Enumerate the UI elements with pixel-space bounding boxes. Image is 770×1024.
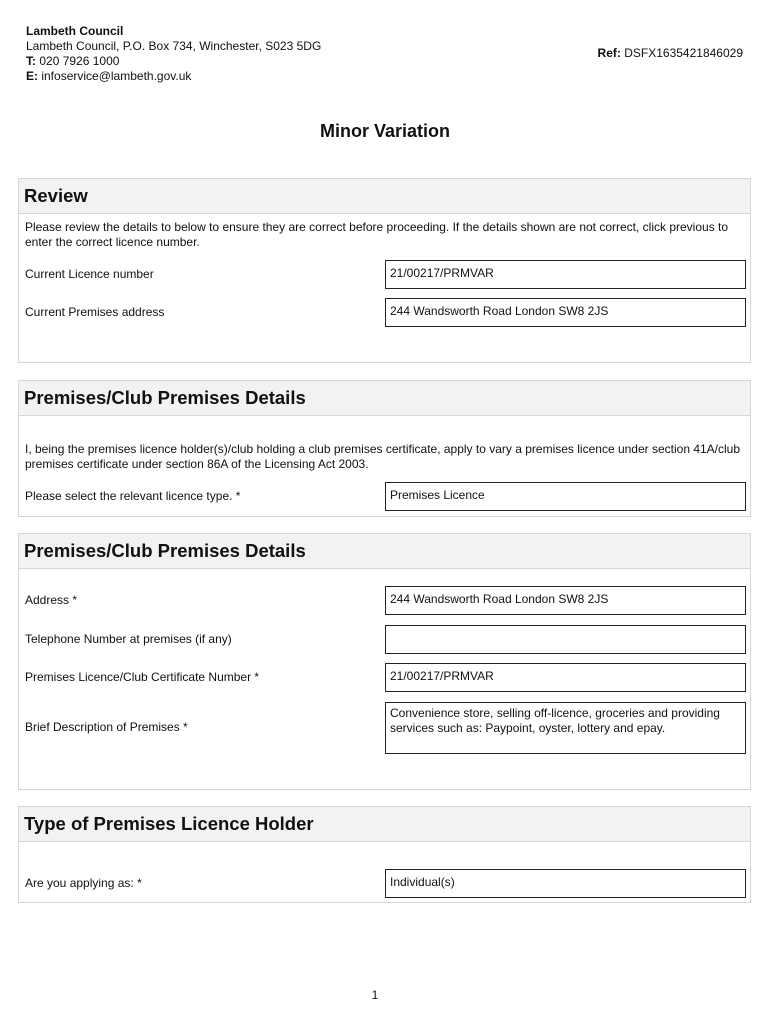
premises-details-section	[18, 533, 751, 790]
description-field[interactable]: Convenience store, selling off-licence, groceries and providing services such as: Paypoint, oyster, lottery and epay.	[385, 702, 746, 754]
premises-type-heading: Premises/Club Premises Details	[19, 381, 750, 416]
certificate-number-label: Premises Licence/Club Certificate Number *	[25, 670, 260, 684]
licence-type-label: Please select the relevant licence type. *	[25, 489, 241, 503]
reference	[598, 46, 743, 60]
current-address-label: Current Premises address	[25, 305, 165, 319]
review-intro: Please review the details to below to ensure they are correct before proceeding. If the details shown are not correct, click previous to enter the correct licence number.	[25, 220, 729, 249]
holder-type-section	[18, 806, 751, 903]
council-phone-line	[26, 54, 321, 69]
premises-details-heading: Premises/Club Premises Details	[19, 534, 750, 569]
premises-type-section	[18, 380, 751, 517]
council-address: Lambeth Council, P.O. Box 734, Winchester, S023 5DG	[26, 39, 322, 53]
premises-type-intro: I, being the premises licence holder(s)/club holding a club premises certificate, apply to vary a premises licence under section 41A/club premises certificate under section 86A of the Licensing Act 2003.	[25, 442, 741, 471]
ref-label: Ref:	[597, 46, 621, 60]
document-title: Minor Variation	[319, 121, 451, 141]
certificate-number-field[interactable]: 21/00217/PRMVAR	[385, 663, 746, 692]
telephone-label: Telephone Number at premises (if any)	[25, 632, 232, 646]
current-licence-field[interactable]: 21/00217/PRMVAR	[385, 260, 746, 289]
current-address-field[interactable]: 244 Wandsworth Road London SW8 2JS	[385, 298, 746, 327]
licence-type-field[interactable]: Premises Licence	[385, 482, 746, 511]
description-label: Brief Description of Premises *	[25, 720, 188, 734]
review-section	[18, 178, 751, 363]
address-label: Address *	[25, 593, 78, 607]
council-contact-block	[26, 24, 321, 84]
page-number: 1	[371, 988, 379, 1002]
phone-label: T:	[26, 54, 36, 68]
email-label: E:	[26, 69, 38, 83]
review-heading: Review	[19, 179, 750, 214]
council-phone: 020 7926 1000	[39, 54, 120, 68]
council-email: infoservice@lambeth.gov.uk	[41, 69, 192, 83]
holder-type-heading: Type of Premises Licence Holder	[19, 807, 750, 842]
current-licence-label: Current Licence number	[25, 267, 154, 281]
applying-as-field[interactable]: Individual(s)	[385, 869, 746, 898]
council-email-line	[26, 69, 321, 84]
ref-value: DSFX1635421846029	[624, 46, 743, 60]
telephone-field[interactable]	[385, 625, 746, 654]
applying-as-label: Are you applying as: *	[25, 876, 142, 890]
address-field[interactable]: 244 Wandsworth Road London SW8 2JS	[385, 586, 746, 615]
council-name: Lambeth Council	[26, 24, 124, 38]
